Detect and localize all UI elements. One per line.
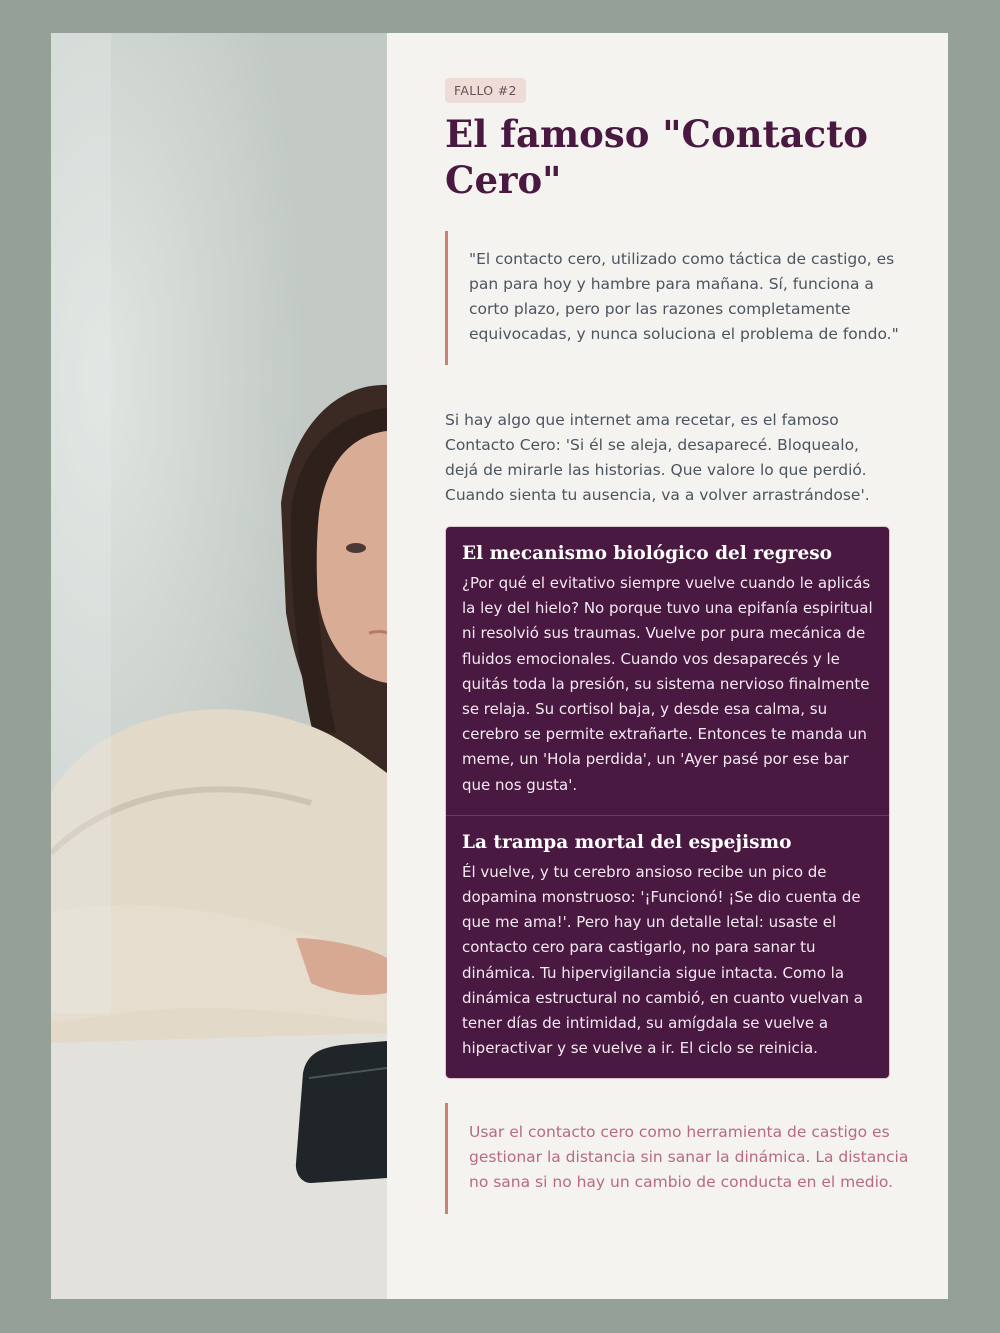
card-body: ¿Por qué el evitativo siempre vuelve cuando le aplicás la ley del hielo? No porque tuvo una epifanía espiritual ni resolvió sus traumas. Vuelve por pura mecánica de fluidos emocionales. Cuando vos desaparecés y le quitás toda la presión, su sistema nervioso finalmente se relaja. Su cortisol baja, y desde esa calma, su cerebro se permite extrañarte. Entonces te manda un meme, un 'Hola perdida', un 'Ayer pasé por ese bar que nos gusta'. (462, 574, 873, 794)
closing-note-text: Usar el contacto cero como herramienta de castigo es gestionar la distancia sin sanar la dinámica. La distancia no sana si no hay un cambio de conducta en el medio. (469, 1123, 909, 1191)
pull-quote-text: "El contacto cero, utilizado como táctica de castigo, es pan para hoy y hambre para mañana. Sí, funciona a corto plazo, pero por las razones completamente equivocadas, y nunca soluciona el problema de fondo." (469, 250, 899, 343)
section-badge: FALLO #2 (445, 78, 526, 103)
card-section-trap (446, 815, 889, 1079)
card-body: Él vuelve, y tu cerebro ansioso recibe un pico de dopamina monstruoso: '¡Funcionó! ¡Se dio cuenta de que me ama!'. Pero hay un detalle letal: usaste el contacto cero para castigarlo, no para sanar tu dinámica. Tu hipervigilancia sigue intacta. Como la dinámica estructural no cambió, en cuanto vuelvan a tener días de intimidad, su amígdala se vuelve a hiperactivar y se vuelve a ir. El ciclo se reinicia. (462, 862, 863, 1058)
card-heading: La trampa mortal del espejismo (462, 831, 792, 853)
intro-paragraph: Si hay algo que internet ama recetar, es el famoso Contacto Cero: 'Si él se aleja, desaparecé. Bloquealo, dejá de mirarle las historias. Que valore lo que perdió. Cuando sienta tu ausencia, va a volver arrastrándose'. (445, 411, 870, 504)
pull-quote (445, 231, 909, 365)
card-heading: El mecanismo biológico del regreso (462, 543, 832, 564)
card-section-mechanism (446, 527, 889, 815)
page-title: El famoso "Contacto Cero" (445, 112, 868, 202)
article-panel (387, 33, 948, 1299)
closing-note (445, 1103, 909, 1214)
woman-at-table-photo (51, 33, 387, 1299)
explanation-card (445, 526, 890, 1079)
page (51, 33, 948, 1299)
